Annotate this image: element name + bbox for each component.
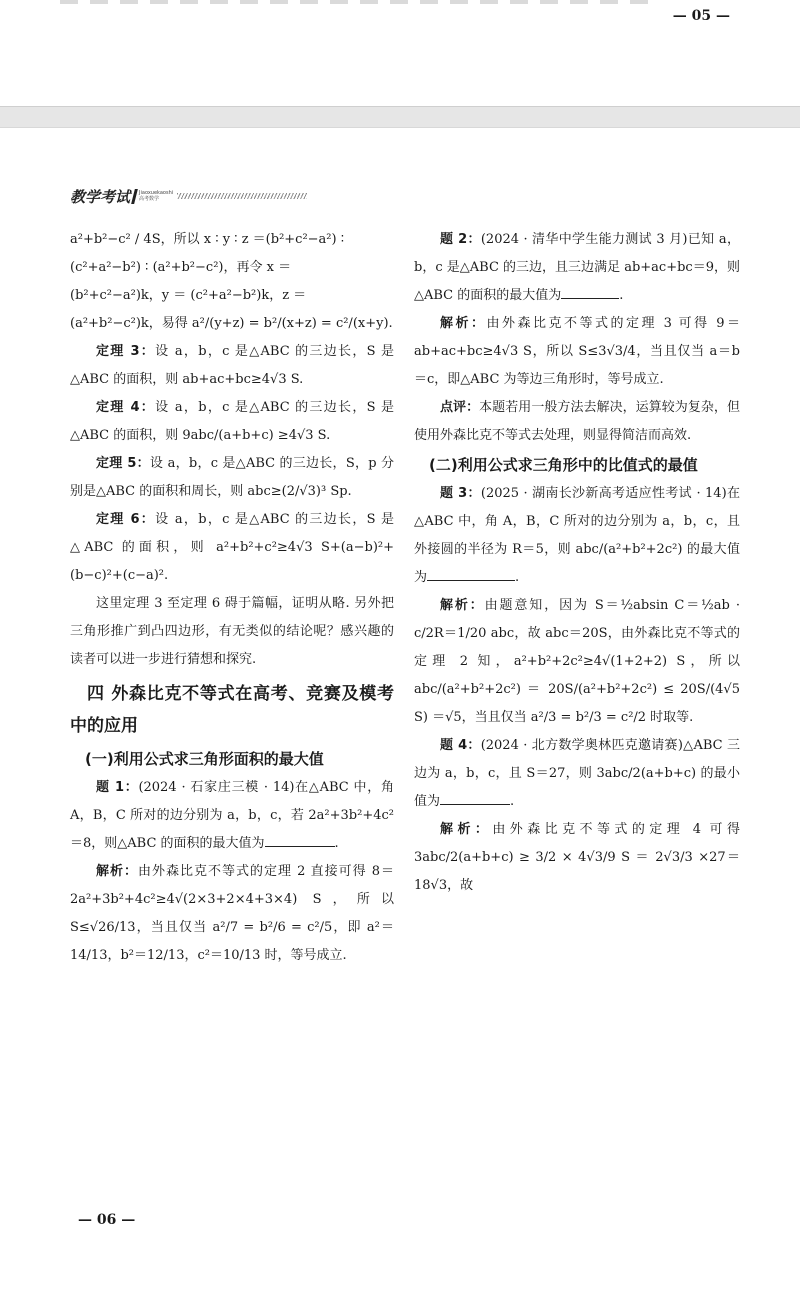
theorem-5-text: 设 a，b，c 是△ABC 的三边长，S，p 分别是△ABC 的面积和周长，则 abc≥(2/√3)³ Sp. [70,456,394,499]
formula-line-4: (a²+b²−c²)k，易得 a²/(y+z) = b²/(x+z) = c²/(x+y). [70,316,393,331]
theorem-6-label: 定理 6： [96,512,156,527]
question-3-label: 题 3： [440,486,481,501]
previous-page-number: — 05 — [672,8,730,24]
left-column [70,226,394,970]
theorem-3 [70,338,394,394]
theorem-5 [70,450,394,506]
question-4: 题 4：(2024 · 北方数学奥林匹克邀请赛)△ABC 三边为 a，b，c，且 S＝27，则 3abc/2(a+b+c) 的最小值为 . [414,738,740,809]
solution-4-text: 由外森比克不等式的定理 4 可得 3abc/2(a+b+c) ≥ 3/2 × 4√3/9 S ＝ 2√3/3 ×27＝18√3，故 [414,822,740,893]
theorem-4-text: 设 a，b，c 是△ABC 的三边长，S 是△ABC 的面积，则 9abc/(a+b+c) ≥4√3 S. [70,400,394,443]
formula-line-1: a²+b²−c² / 4S，所以 x ∶ y ∶ z ＝(b²+c²−a²) ∶ [70,232,345,247]
solution-3 [414,592,740,732]
formula-line-3: (b²+c²−a²)k，y ＝ (c²+a²−b²)k，z ＝ [70,288,307,303]
question-1: 题 1：(2024 · 石家庄三模 · 14)在△ABC 中，角 A，B，C 所对的边分别为 a，b，c，若 2a²+3b²+4c²＝8，则△ABC 的面积的最大值为 . [70,780,394,851]
formula-line-2: (c²+a²−b²) ∶ (a²+b²−c²)，再令 x ＝ [70,260,292,275]
question-2: 题 2：(2024 · 清华中学生能力测试 3 月)已知 a，b，c 是△ABC 的三边，且三边满足 ab+ac+bc＝9，则△ABC 的面积的最大值为 . [414,232,740,303]
solution-4-label: 解析： [440,822,493,837]
remark-paragraph: 这里定理 3 至定理 6 碍于篇幅，证明从略. 另外把三角形推广到凸四边形，有无类似的结论呢？感兴趣的读者可以进一步进行猜想和探究. [70,596,394,667]
comment-text: 本题若用一般方法去解决，运算较为复杂，但使用外森比克不等式去处理，则显得简洁而高效. [414,400,740,443]
solution-3-label: 解析： [440,598,485,613]
brand-slash-mark [131,189,138,204]
subsection-2-title: (二)利用公式求三角形中的比值式的最值 [429,456,698,474]
journal-brand: 教学考试 [70,187,131,206]
solution-1-label: 解析： [96,864,139,879]
solution-2-label: 解析： [440,316,487,331]
question-1-text: (2024 · 石家庄三模 · 14)在△ABC 中，角 A，B，C 所对的边分别为 a，b，c，若 2a²+3b²+4c²＝8，则△ABC 的面积的最大值为 [70,780,394,851]
solution-1-text: 由外森比克不等式的定理 2 直接可得 8＝2a²+3b²+4c²≥4√(2×3+2×4+3×4) S，所以 S≤√26/13，当且仅当 a²/7 = b²/6 = c²/5，即 a²＝14/13，b²＝12/13，c²＝10/13 时，等号成立. [70,864,394,963]
comment-label: 点评： [440,400,480,415]
question-2-label: 题 2： [440,232,481,247]
journal-header [70,186,307,206]
question-4-label: 题 4： [440,738,481,753]
theorem-4-label: 定理 4： [96,400,156,415]
question-1-label: 题 1： [96,780,139,795]
solution-2-text: 由外森比克不等式的定理 3 可得 9＝ab+ac+bc≥4√3 S，所以 S≤3√3/4，当且仅当 a＝b＝c，即△ABC 为等边三角形时，等号成立. [414,316,740,387]
subsection-1-title: (一)利用公式求三角形面积的最大值 [85,750,324,768]
page-separator [0,106,800,128]
header-hatch-rule [177,193,307,199]
answer-blank [440,791,510,805]
answer-blank [265,833,335,847]
theorem-5-label: 定理 5： [96,456,150,471]
answer-blank [561,285,619,299]
solution-2 [414,310,740,394]
solution-1 [70,858,394,970]
theorem-6-text: 设 a，b，c 是△ABC 的三边长，S 是△ABC 的面积，则 a²+b²+c²≥4√3 S+(a−b)²+(b−c)²+(c−a)². [70,512,394,583]
answer-blank [427,567,515,581]
brand-subtitle: Jiaoxuekaoshi 高考数学 [139,190,174,202]
cut-off-text-line [60,0,660,4]
theorem-3-label: 定理 3： [96,344,156,359]
question-3-text: (2025 · 湖南长沙新高考适应性考试 · 14)在△ABC 中，角 A，B，C 所对的边分别为 a，b，c，且外接圆的半径为 R＝5，则 abc/(a²+b²+2c²) 的最大值为 [414,486,740,585]
theorem-6 [70,506,394,590]
theorem-3-text: 设 a，b，c 是△ABC 的三边长，S 是△ABC 的面积，则 ab+ac+bc≥4√3 S. [70,344,394,387]
previous-page-bottom [0,0,800,106]
page-number: — 06 — [78,1212,136,1228]
comment [414,394,740,450]
right-column [414,226,740,900]
question-3: 题 3：(2025 · 湖南长沙新高考适应性考试 · 14)在△ABC 中，角 A，B，C 所对的边分别为 a，b，c，且外接圆的半径为 R＝5，则 abc/(a²+b²+2c²) 的最大值为 . [414,486,740,585]
question-2-text: (2024 · 清华中学生能力测试 3 月)已知 a，b，c 是△ABC 的三边，且三边满足 ab+ac+bc＝9，则△ABC 的面积的最大值为 [414,232,740,303]
solution-4 [414,816,740,900]
theorem-4 [70,394,394,450]
question-4-text: (2024 · 北方数学奥林匹克邀请赛)△ABC 三边为 a，b，c，且 S＝27，则 3abc/2(a+b+c) 的最小值为 [414,738,740,809]
section-title: 四 外森比克不等式在高考、竞赛及模考中的应用 [70,684,394,736]
solution-3-text: 由题意知，因为 S＝½absin C＝½ab · c/2R＝1/20 abc，故 abc＝20S，由外森比克不等式的定理 2 知，a²+b²+2c²≥4√(1+2+2) S，所以 abc/(a²+b²+2c²) ＝ 20S/(a²+b²+2c²) ≤ 20S/(4√5 S) ＝√5，当且仅当 a²/3 = b²/3 = c²/2 时取等. [414,598,740,725]
